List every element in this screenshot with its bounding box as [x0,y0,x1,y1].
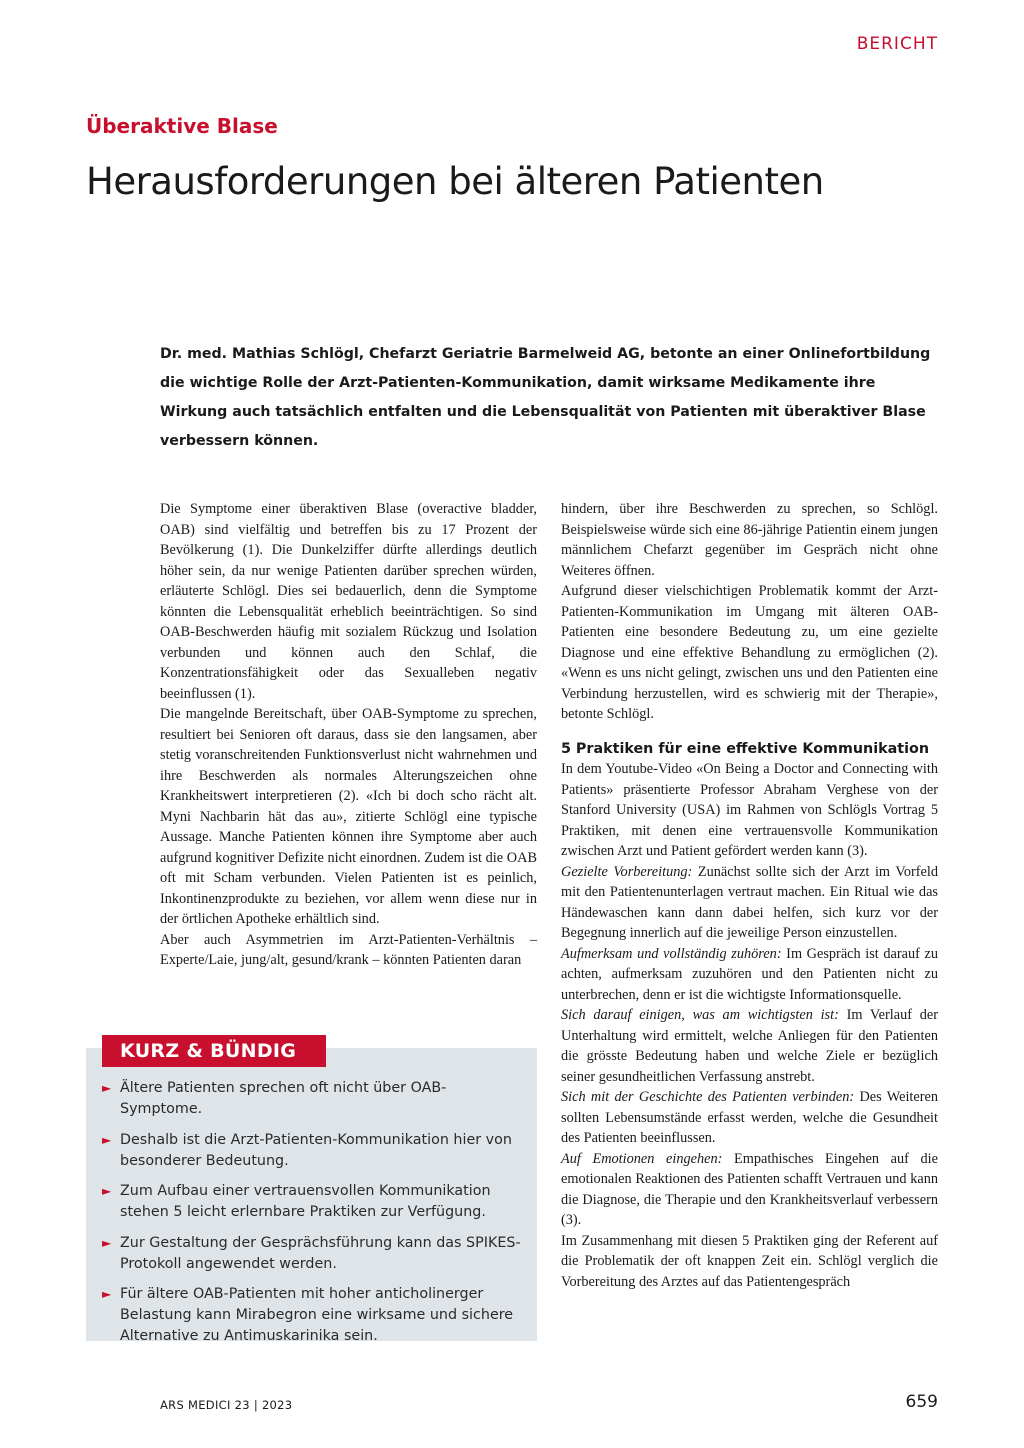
arrow-bullet-icon: ► [102,1235,112,1250]
arrow-bullet-icon: ► [102,1184,112,1198]
article-title: Herausforderungen bei älteren Patienten [86,160,824,203]
arrow-bullet-icon: ► [102,1081,112,1095]
practice-text: Empathisches Eingehen auf die emotionalen Reaktionen des Patienten schafft Vertrauen und kann die Diagnose, die Therapie und den Krankheitsverlauf verbessern (3). [561,1150,938,1228]
arrow-bullet-icon: ► [102,1132,112,1147]
practice-label: Sich mit der Geschichte des Patienten verbinden: [561,1089,855,1105]
paragraph: Die mangelnde Bereitschaft, über OAB-Symptome zu sprechen, resultiert bei Senioren oft daraus, dass sie den langsamen, aber stetig voranschreitenden Funktionsverlust nicht wahrnehmen und ihre Beschwerden als normales Alterungszeichen ohne Krankheitswert interpretieren (2). «Ich bi doch scho rächt alt. Myni Nachbarin hät das au», zitierte Schlögl eine typische Aussage. Manche Patienten können ihre Symptome aber auch aufgrund kognitiver Defizite nicht einordnen. Zudem ist die OAB oft mit Scham verbunden. Vielen Patienten ist es peinlich, Inkontinenzprodukte zu beziehen, vor allem wenn diese nur in der örtlichen Apotheke erhältlich sind. [160,706,537,927]
list-item [102,1284,527,1347]
practice-text: Zunächst sollte sich der Arzt im Vorfeld mit den Patientenunterlagen vertraut machen. Ein Ritual wie das Händewaschen kann dann dabei helfen, sich kurz vor der Begegnung innerlich auf die jeweilige Person einzustellen. [561,863,938,941]
practice-item [561,862,938,944]
list-item-text: Ältere Patienten sprechen oft nicht über OAB-Symptome. [120,1080,447,1117]
practice-text: Im Gespräch ist darauf zu achten, aufmerksam zuzuhören und den Patienten nicht zu unterbrechen, denn er ist die wichtigste Informationsquelle. [561,945,938,1003]
body-column-left [160,499,537,971]
list-item [102,1181,527,1223]
journal-footer: ARS MEDICI 23 | 2023 [160,1398,293,1412]
list-item [102,1130,527,1172]
arrow-bullet-icon: ► [102,1287,112,1301]
list-item-text: Zum Aufbau einer vertrauensvollen Kommunikation stehen 5 leicht erlernbare Praktiken zur Verfügung. [120,1183,491,1220]
practice-text: Im Verlauf der Unterhaltung wird ermittelt, welche Anliegen für den Patienten die grösste Bedeutung haben und welche Ziele er bezüglich seiner gesundheitlichen Verfassung anstrebt. [561,1007,938,1085]
paragraph: Aufgrund dieser vielschichtigen Problematik kommt der Arzt-Patienten-Kommunikation im Umgang mit älteren OAB-Patienten eine besondere Bedeutung zu, um eine gezielte Diagnose und eine effektive Behandlung zu ermöglichen (2). «Wenn es uns nicht gelingt, zwischen uns und den Patienten eine Verbindung herzustellen, wird es schwierig mit der Therapie», betonte Schlögl. [561,583,938,722]
list-item-text: Für ältere OAB-Patienten mit hoher anticholinerger Belastung kann Mirabegron eine wirksame und sichere Alternative zu Antimuskarinika sein. [120,1286,514,1344]
practice-label: Gezielte Vorbereitung: [561,863,693,880]
article-kicker: Überaktive Blase [86,114,278,138]
practice-label: Sich darauf einigen, was am wichtigsten ist: [561,1007,839,1023]
paragraph: Im Zusammenhang mit diesen 5 Praktiken ging der Referent auf die Problematik der oft knappen Zeit ein. Schlögl verglich die Vorbereitung des Arztes auf das Patientengespräch [561,1232,938,1290]
list-item [102,1078,527,1120]
paragraph: In dem Youtube-Video «On Being a Doctor and Connecting with Patients» präsentierte Professor Abraham Verghese von der Stanford University (USA) im Rahmen von Schlögls Vortrag 5 Praktiken, mit denen eine vertrauensvolle Kommunikation zwischen Arzt und Patient gefördert werden kann (3). [561,761,938,859]
summary-box-title: KURZ & BÜNDIG [102,1035,326,1067]
list-item-text: Deshalb ist die Arzt-Patienten-Kommunikation hier von besonderer Bedeutung. [120,1131,512,1169]
summary-list [102,1078,527,1357]
paragraph: Die Symptome einer überaktiven Blase (overactive bladder, OAB) sind vielfältig und betreffen bis zu 17 Prozent der Bevölkerung (1). Die Dunkelziffer dürfte allerdings deutlich höher sein, da nur wenige Patienten darüber sprechen würden, erläuterte Schlögl. Dies sei bedauerlich, denn die Symptome könnten die Lebensqualität erheblich beeinträchtigen. So sind OAB-Beschwerden häufig mit sozialem Rückzug und Isolation verbunden und können auch den Schlaf, die Konzentrationsfähigkeit oder das Sexualleben negativ beeinflussen (1). [160,501,537,702]
section-label: BERICHT [856,34,938,54]
practice-item [561,1087,938,1149]
practice-text: Des Weiteren sollten Lebensumstände erfasst werden, welche die Gesundheit des Patienten beeinflussen. [561,1089,938,1146]
page-number: 659 [905,1392,938,1412]
body-column-right [561,499,938,1292]
practice-item [561,1149,938,1231]
paragraph: hindern, über ihre Beschwerden zu sprechen, so Schlögl. Beispielsweise würde sich eine 86-jährige Patientin einem jungen männlichem Chefarzt gegenüber im Gespräch nicht ohne Weiteres öffnen. [561,501,938,579]
list-item [102,1233,527,1275]
list-item-text: Zur Gestaltung der Gesprächsführung kann das SPIKES-Protokoll angewendet werden. [120,1234,521,1272]
paragraph: Aber auch Asymmetrien im Arzt-Patienten-Verhältnis – Experte/Laie, jung/alt, gesund/krank – könnten Patienten daran [160,931,537,968]
practice-label: Auf Emotionen eingehen: [561,1150,723,1167]
practice-label: Aufmerksam und vollständig zuhören: [561,945,782,962]
practice-item [561,1005,938,1087]
article-lead: Dr. med. Mathias Schlögl, Chefarzt Geriatrie Barmelweid AG, betonte an einer Onlinefortbildung die wichtige Rolle der Arzt-Patienten-Kommunikation, damit wirksame Medikamente ihre Wirkung auch tatsächlich entfalten und die Lebensqualität von Patienten mit überaktiver Blase verbessern können. [160,346,931,449]
subheading: 5 Praktiken für eine effektive Kommunikation [561,740,929,757]
practice-item [561,944,938,1006]
